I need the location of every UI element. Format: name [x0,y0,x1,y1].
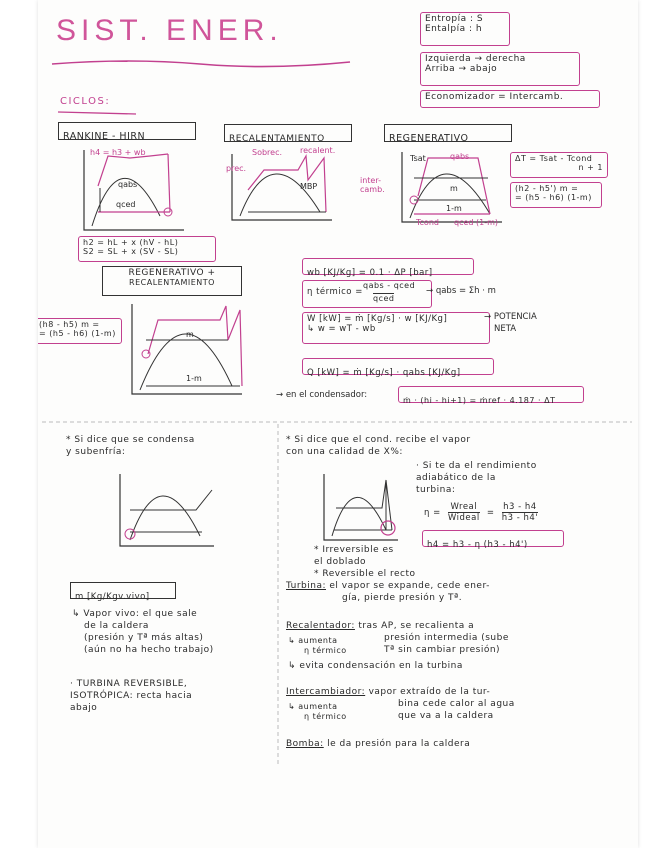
direction-2: Arriba → abajo [425,64,498,74]
heat-formula: Q [kW] = ṁ [Kg/s] · qabs [KJ/Kg] [302,358,494,375]
direction-box [420,52,580,86]
regen-tcond: Tcond [416,218,439,227]
legend-enthalpy: Entalpía : h [425,24,483,34]
recalentador-evita: ↳ evita condensación en la turbina [288,661,463,671]
regen-dt-box: ΔT = Tsat - Tcond n + 1 [510,152,608,178]
recal-recalent: recalent. [300,146,336,155]
cycles-underline [58,110,138,116]
turbina-reversible-note: · TURBINA REVERSIBLE, ISOTRÓPICA: recta hacia abajo [70,679,193,713]
bomba-desc: Bomba: le da presión para la caldera [286,739,471,749]
rankine-title: RANKINE - HIRN [58,122,196,140]
divider-horizontal [42,420,632,424]
intercambiador-effects: ↳ aumenta η térmico [288,702,347,721]
economizer-box [420,90,600,108]
condensador-label: → en el condensador: [276,390,368,400]
intercambiador-desc: Intercambiador: vapor extraído de la tur- bina cede calor al agua que va a la caldera [286,687,515,721]
recal-sobrec: Sobrec. [252,148,283,157]
economizer-text: Economizador = Intercamb. [425,92,564,102]
irreversible-note: * Irreversible es el doblado * Reversible el recto [314,545,416,579]
calidad-note: * Si dice que el cond. recibe el vapor con una calidad de X%: [286,435,471,457]
regen-tsat: Tsat [410,154,426,163]
recalentamiento-diagram [228,150,338,230]
recalentador-desc: Recalentador: tras AP, se recalienta a presión intermedia (sube Tª sin cambiar presión) [286,621,509,655]
regen-eq-box: (h2 - h5') m = = (h5 - h6) (1-m) [510,182,602,208]
potencia-neta-2: NETA [494,324,517,334]
regen-recal-1m: 1-m [186,374,202,383]
calidad-diagram [320,470,400,550]
regen-m: m [450,184,458,193]
rendimiento-note: · Si te da el rendimiento adiabático de la turbina: [416,461,537,495]
h4-formula: h4 = h3 - η (h3 - h4') [422,530,564,547]
regen-recal-eq-box: (h8 - h5) m = = (h5 - h6) (1-m) [38,318,122,344]
legend-box [420,12,510,46]
regenerativo-title: REGENERATIVO [384,124,512,142]
regen-recal-title: REGENERATIVO + RECALENTAMIENTO [102,266,242,296]
power-formula: W [kW] = ṁ [Kg/s] · w [KJ/Kg] ↳ w = wT - wb [302,312,490,344]
eta-formula: η térmico = qabs - qced qced [302,280,432,308]
eta-turbina: η = Wreal Wideal = $\frac{h3 - h4}{h3 - h4'}$ [424,502,539,523]
recal-prec: prec. [226,164,247,173]
regen-recal-diagram [128,300,248,400]
legend-entropy: Entropía : S [425,14,484,24]
page-title: SIST. ENER. [56,14,283,47]
recalentador-effects: ↳ aumenta η térmico [288,636,347,655]
qabs-sum: → qabs = Σh · m [426,286,496,296]
condensador-formula: ṁ · (hi - hi+1) = ṁref · 4.187 · ΔT [398,386,584,403]
notes-page [38,0,638,848]
divider-vertical [276,424,280,764]
subenfria-note: * Si dice que se condensa y subenfría: [66,435,195,457]
mass-unit-box: m [Kg/Kgv.vivo] [70,582,176,599]
regen-recal-m: m [186,330,194,339]
direction-1: Izquierda → derecha [425,54,526,64]
rankine-diagram [80,146,190,236]
regen-intercamb: inter- camb. [360,176,385,194]
regen-1m: 1-m [446,204,462,213]
rankine-top-label: h4 = h3 + wb [90,148,146,157]
cycles-heading: CICLOS: [60,96,111,107]
regen-qced: qced (1-m) [454,218,499,227]
vapor-vivo-note: ↳ Vapor vivo: el que sale de la caldera (presión y Tª más altas) (aún no ha hecho trabajo) [72,609,214,655]
turbina-desc: Turbina: el vapor se expande, cede ener- gía, pierde presión y Tª. [286,581,490,603]
rankine-qced: qced [116,200,136,209]
rankine-qabs: qabs [118,180,138,189]
recalentamiento-title: RECALENTAMIENTO [224,124,352,142]
subenfria-diagram [116,470,216,550]
recal-mbp: MBP [300,182,318,191]
title-underline [50,54,350,74]
regen-qabs: qabs [450,152,470,161]
wb-formula: wb [KJ/Kg] = 0.1 · ΔP [bar] [302,258,474,275]
rankine-equations: h2 = hL + x (hV - hL) S2 = SL + x (SV - SL) [78,236,216,262]
potencia-neta-1: → POTENCIA [484,312,537,322]
